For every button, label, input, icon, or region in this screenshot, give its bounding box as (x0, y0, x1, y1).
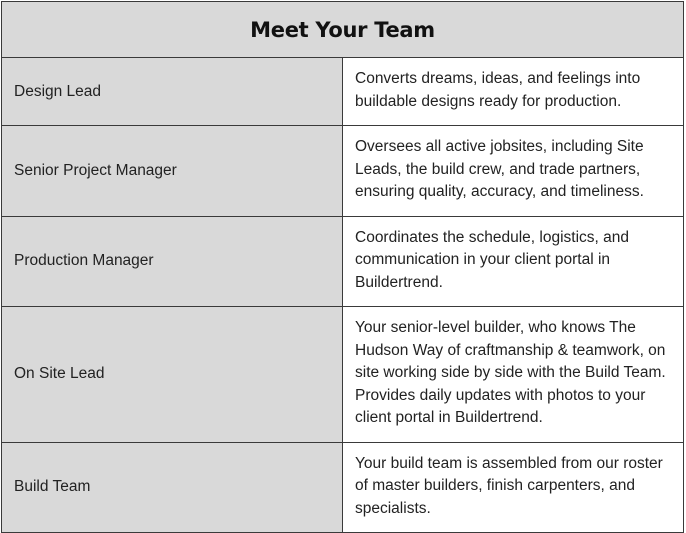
description-cell: Coordinates the schedule, logistics, and communication in your client portal in Buildertrend. (343, 216, 684, 307)
description-cell: Oversees all active jobsites, including Site Leads, the build crew, and trade partners, ensuring quality, accuracy, and timeliness. (343, 126, 684, 217)
table-header-row (2, 2, 684, 58)
description-cell: Your build team is assembled from our roster of master builders, finish carpenters, and specialists. (343, 442, 684, 533)
description-cell: Your senior-level builder, who knows The Hudson Way of craftmanship & teamwork, on site working side by side with the Build Team. Provides daily updates with photos to your client portal in Buildertrend. (343, 307, 684, 443)
table-row (2, 307, 684, 443)
role-cell: Production Manager (2, 216, 343, 307)
team-table (1, 1, 684, 533)
role-cell: On Site Lead (2, 307, 343, 443)
table-row (2, 126, 684, 217)
table-row (2, 216, 684, 307)
table-row (2, 442, 684, 533)
role-cell: Senior Project Manager (2, 126, 343, 217)
role-cell: Design Lead (2, 58, 343, 126)
role-cell: Build Team (2, 442, 343, 533)
table-row (2, 58, 684, 126)
description-cell: Converts dreams, ideas, and feelings into buildable designs ready for production. (343, 58, 684, 126)
table-title: Meet Your Team (2, 2, 684, 58)
